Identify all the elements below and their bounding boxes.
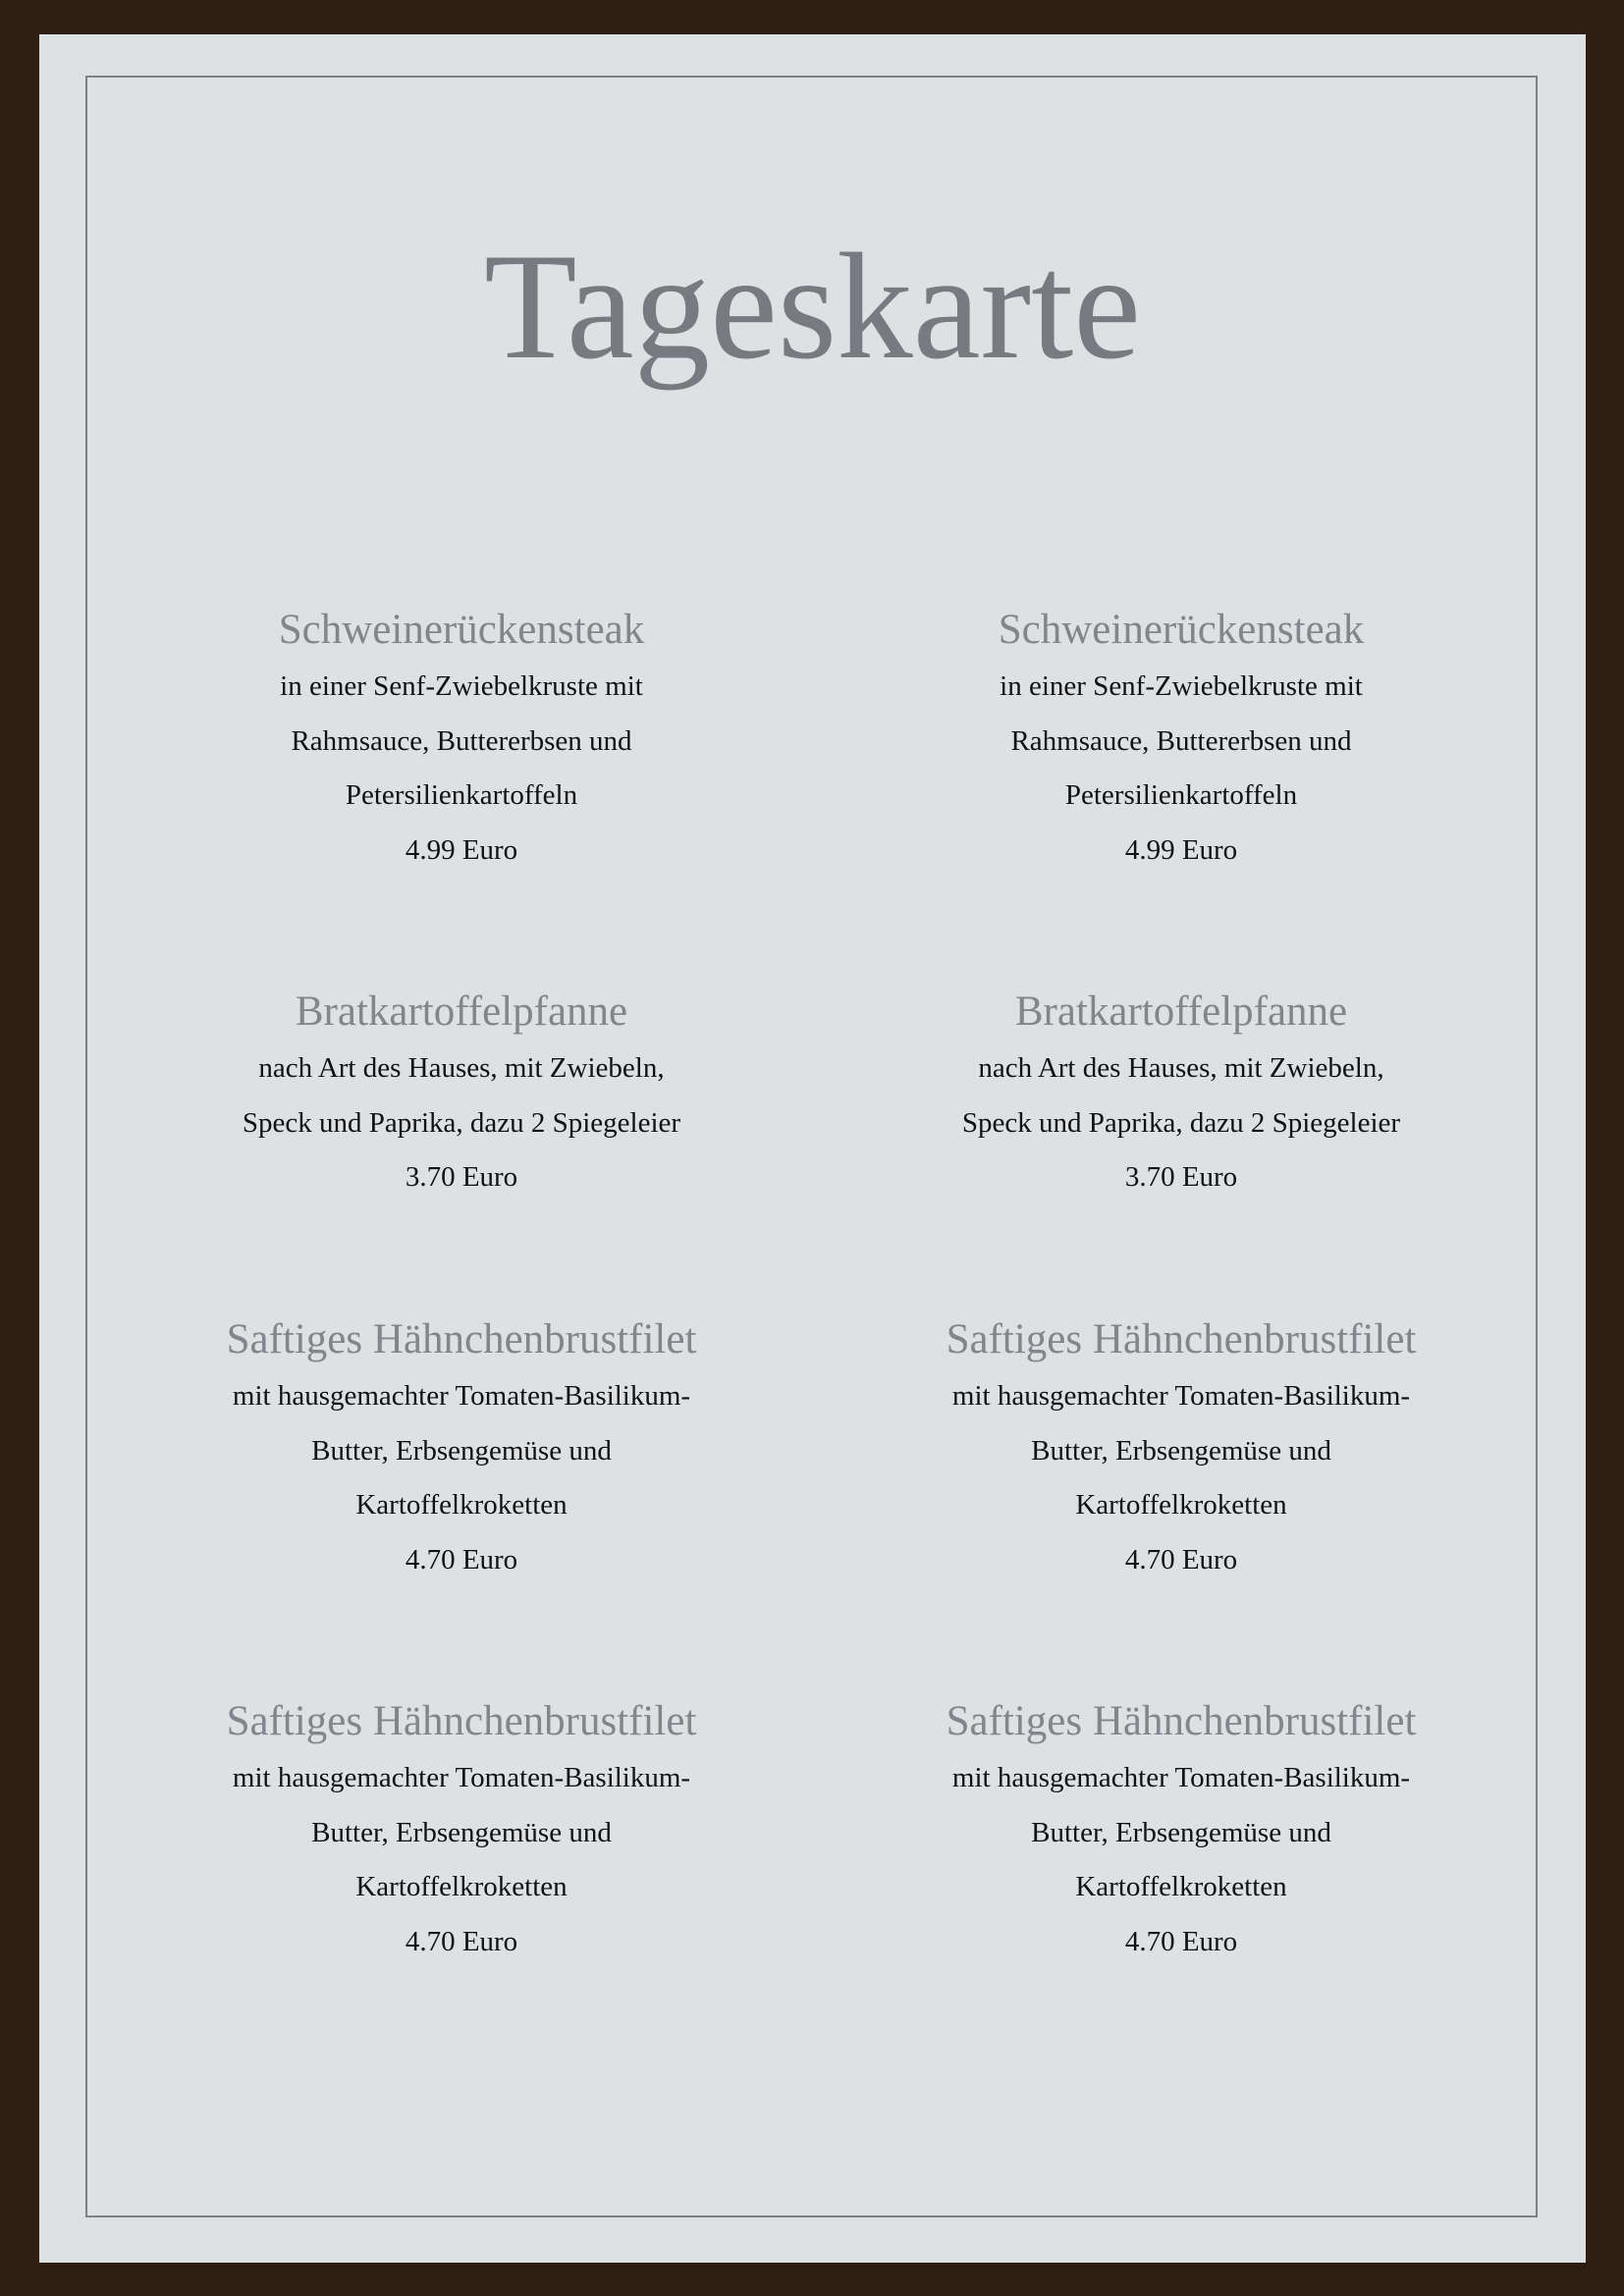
menu-item-name: Saftiges Hähnchenbrustfilet xyxy=(226,1316,697,1362)
menu-item-description: in einer Senf-Zwiebelkruste mit xyxy=(280,670,643,702)
menu-item-price: 4.99 Euro xyxy=(405,833,518,866)
menu-item-description: Rahmsauce, Buttererbsen und xyxy=(1010,724,1352,757)
menu-title: Tageskarte xyxy=(483,222,1142,391)
menu-item xyxy=(877,1310,1486,1587)
menu-item-description: Kartoffelkroketten xyxy=(1075,1871,1287,1902)
menu-item-description: Butter, Erbsengemüse und xyxy=(311,1816,612,1848)
menu-item-name: Schweinerückensteak xyxy=(278,607,645,653)
menu-item xyxy=(877,601,1486,878)
menu-item xyxy=(157,1692,766,1969)
menu-item-name: Bratkartoffelpfanne xyxy=(1014,988,1348,1035)
menu-item xyxy=(157,1310,766,1587)
menu-item-name: Saftiges Hähnchenbrustfilet xyxy=(946,1698,1417,1744)
menu-item-description: mit hausgemachter Tomaten-Basilikum- xyxy=(232,1762,691,1793)
menu-item-price: 4.99 Euro xyxy=(1124,833,1238,866)
menu-item-name: Schweinerückensteak xyxy=(998,607,1365,653)
menu-item-description: Butter, Erbsengemüse und xyxy=(311,1434,612,1467)
menu-item-name: Bratkartoffelpfanne xyxy=(295,988,628,1035)
menu-page xyxy=(39,34,1586,2263)
menu-item-description: Butter, Erbsengemüse und xyxy=(1031,1816,1331,1848)
menu-item-description: in einer Senf-Zwiebelkruste mit xyxy=(1000,670,1363,702)
menu-item-description: mit hausgemachter Tomaten-Basilikum- xyxy=(951,1380,1411,1412)
menu-item-name: Saftiges Hähnchenbrustfilet xyxy=(946,1316,1417,1362)
menu-item-price: 4.70 Euro xyxy=(1124,1543,1238,1575)
menu-item-description: Petersilienkartoffeln xyxy=(1064,779,1298,811)
menu-item-description: Rahmsauce, Buttererbsen und xyxy=(291,724,632,757)
menu-item-description: nach Art des Hauses, mit Zwiebeln, xyxy=(258,1052,665,1084)
menu-item xyxy=(877,983,1486,1205)
menu-item-description: Petersilienkartoffeln xyxy=(345,779,578,811)
menu-item xyxy=(157,601,766,878)
menu-item-description: nach Art des Hauses, mit Zwiebeln, xyxy=(978,1052,1384,1084)
menu-item-description: Speck und Paprika, dazu 2 Spiegeleier xyxy=(242,1106,681,1139)
menu-item-description: Kartoffelkroketten xyxy=(355,1489,568,1521)
menu-item-description: Kartoffelkroketten xyxy=(355,1871,568,1902)
menu-items xyxy=(39,34,1586,2263)
menu-item-price: 4.70 Euro xyxy=(405,1543,518,1575)
menu-item-description: mit hausgemachter Tomaten-Basilikum- xyxy=(232,1380,691,1412)
menu-item xyxy=(877,1692,1486,1969)
menu-item-price: 4.70 Euro xyxy=(1124,1925,1238,1957)
menu-item-description: mit hausgemachter Tomaten-Basilikum- xyxy=(951,1762,1411,1793)
menu-item-name: Saftiges Hähnchenbrustfilet xyxy=(226,1698,697,1744)
menu-item-description: Speck und Paprika, dazu 2 Spiegeleier xyxy=(961,1106,1401,1139)
menu-item-description: Butter, Erbsengemüse und xyxy=(1031,1434,1331,1467)
menu-item xyxy=(157,983,766,1205)
menu-item-description: Kartoffelkroketten xyxy=(1075,1489,1287,1521)
menu-item-price: 3.70 Euro xyxy=(405,1161,518,1193)
menu-item-price: 4.70 Euro xyxy=(405,1925,518,1957)
menu-item-price: 3.70 Euro xyxy=(1124,1161,1238,1193)
